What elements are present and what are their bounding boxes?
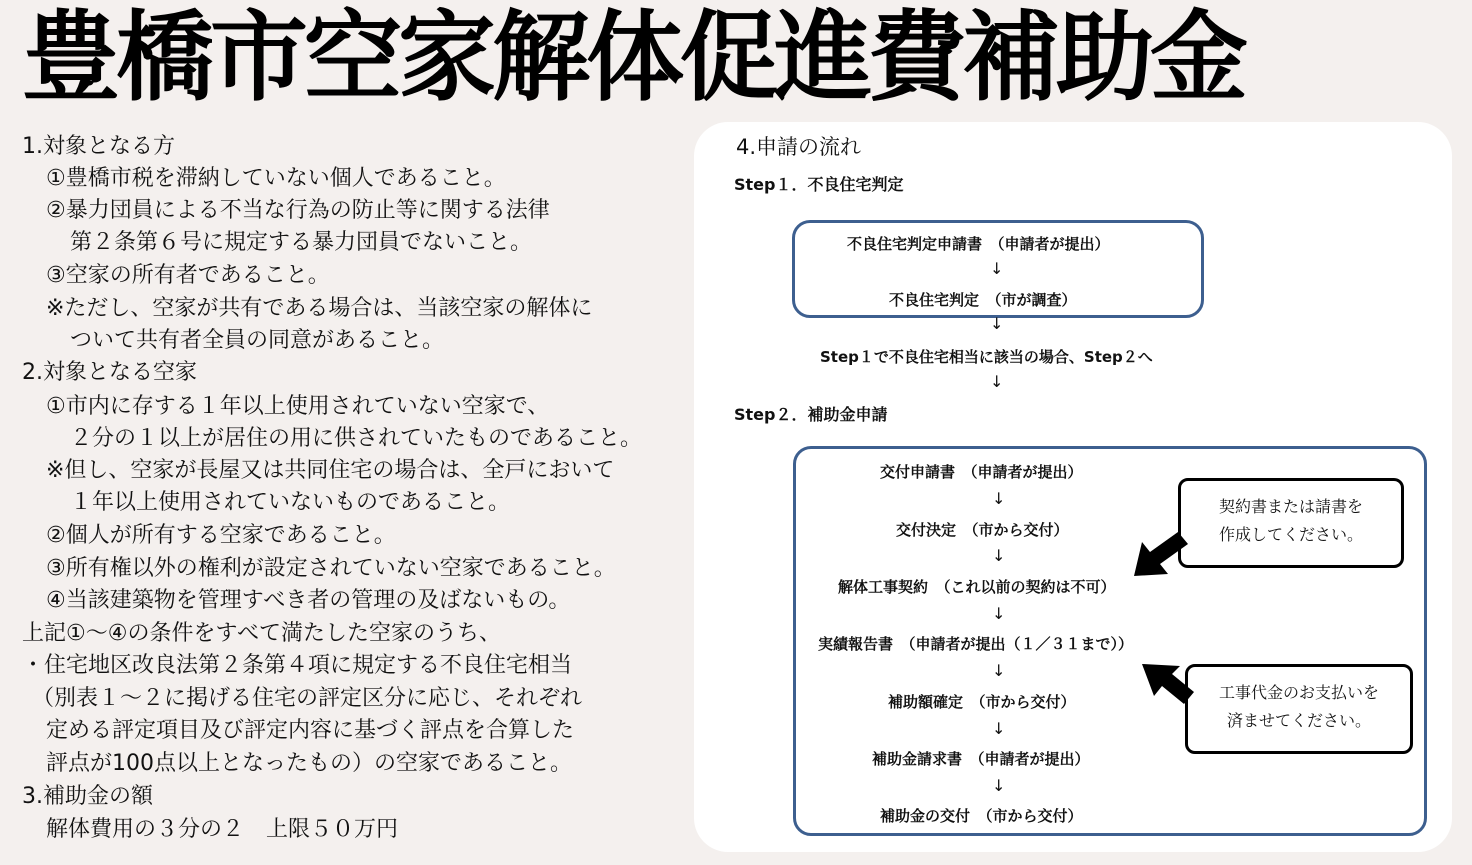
list-item: ※但し、空家が長屋又は共同住宅の場合は、全戸において bbox=[46, 458, 615, 483]
list-item: 評点が100点以上となったもの）の空家であること。 bbox=[46, 751, 572, 776]
down-arrow-icon: ↓ bbox=[992, 604, 1006, 623]
list-item: 定める評定項目及び評定内容に基づく評点を合算した bbox=[46, 718, 575, 743]
step1-label: Step１．不良住宅判定 bbox=[734, 175, 904, 194]
flow-item: 解体工事契約 （これ以前の契約は不可） bbox=[838, 578, 1116, 596]
callout-line: 作成してください。 bbox=[1218, 525, 1363, 544]
flow-item: 補助額確定 （市から交付） bbox=[888, 693, 1076, 711]
callout-line: 済ませてください。 bbox=[1226, 711, 1371, 730]
list-item: 第２条第６号に規定する暴力団員でないこと。 bbox=[70, 230, 533, 255]
list-item: 解体費用の３分の２ 上限５０万円 bbox=[46, 817, 399, 842]
down-arrow-icon: ↓ bbox=[992, 776, 1006, 795]
down-arrow-icon: ↓ bbox=[992, 546, 1006, 565]
flow-item: 補助金の交付 （市から交付） bbox=[880, 807, 1083, 825]
flow-item: 不良住宅判定申請書 （申請者が提出） bbox=[847, 235, 1110, 253]
section-heading-eligible-person: 1.対象となる方 bbox=[22, 134, 175, 159]
pointer-arrow-icon bbox=[1140, 660, 1196, 706]
page-title: 豊橋市空家解体促進費補助金 bbox=[22, 1, 1245, 115]
step1-box bbox=[792, 220, 1204, 318]
list-item: ④当該建築物を管理すべき者の管理の及ばないもの。 bbox=[46, 588, 571, 613]
flow-heading: 4.申請の流れ bbox=[736, 135, 862, 159]
flow-item: 不良住宅判定 （市が調査） bbox=[889, 291, 1077, 309]
flow-item: 補助金請求書 （申請者が提出） bbox=[872, 750, 1090, 768]
callout-contract-note bbox=[1178, 478, 1404, 568]
list-item: ②暴力団員による不当な行為の防止等に関する法律 bbox=[46, 198, 550, 223]
flow-item: 実績報告書 （申請者が提出（１／３１まで）） bbox=[818, 635, 1134, 653]
pointer-arrow-icon bbox=[1130, 530, 1192, 582]
down-arrow-icon: ↓ bbox=[992, 489, 1006, 508]
down-arrow-icon: ↓ bbox=[992, 661, 1006, 680]
callout-payment-note bbox=[1185, 664, 1413, 754]
list-item: ①市内に存する１年以上使用されていない空家で、 bbox=[46, 394, 550, 419]
down-arrow-icon: ↓ bbox=[990, 259, 1004, 278]
list-item: ③所有権以外の権利が設定されていない空家であること。 bbox=[46, 556, 616, 581]
list-item: ・住宅地区改良法第２条第４項に規定する不良住宅相当 bbox=[22, 653, 573, 678]
list-item: 上記①～④の条件をすべて満たした空家のうち、 bbox=[22, 621, 502, 646]
step2-label: Step２．補助金申請 bbox=[734, 405, 888, 424]
list-item: １年以上使用されていないものであること。 bbox=[70, 490, 511, 515]
down-arrow-icon: ↓ bbox=[990, 372, 1004, 391]
flow-item: 交付決定 （市から交付） bbox=[896, 521, 1069, 539]
list-item: ２分の１以上が居住の用に供されていたものであること。 bbox=[70, 426, 643, 451]
section-heading-amount: 3.補助金の額 bbox=[22, 784, 153, 809]
callout-line: 契約書または請書を bbox=[1218, 497, 1363, 516]
callout-line: 工事代金のお支払いを bbox=[1218, 683, 1379, 702]
step1-result-note: Step１で不良住宅相当に該当の場合、Step２へ bbox=[820, 348, 1153, 366]
down-arrow-icon: ↓ bbox=[990, 314, 1004, 333]
list-item: ②個人が所有する空家であること。 bbox=[46, 523, 396, 548]
list-item: ※ただし、空家が共有である場合は、当該空家の解体に bbox=[46, 296, 593, 321]
section-heading-eligible-house: 2.対象となる空家 bbox=[22, 360, 197, 385]
list-item: ①豊橋市税を滞納していない個人であること。 bbox=[46, 166, 506, 191]
flow-item: 交付申請書 （申請者が提出） bbox=[880, 463, 1083, 481]
list-item: （別表１～２に掲げる住宅の評定区分に応じ、それぞれ bbox=[32, 686, 583, 711]
list-item: ③空家の所有者であること。 bbox=[46, 263, 330, 288]
down-arrow-icon: ↓ bbox=[992, 719, 1006, 738]
application-flow-panel bbox=[694, 122, 1452, 852]
list-item: ついて共有者全員の同意があること。 bbox=[70, 328, 445, 353]
